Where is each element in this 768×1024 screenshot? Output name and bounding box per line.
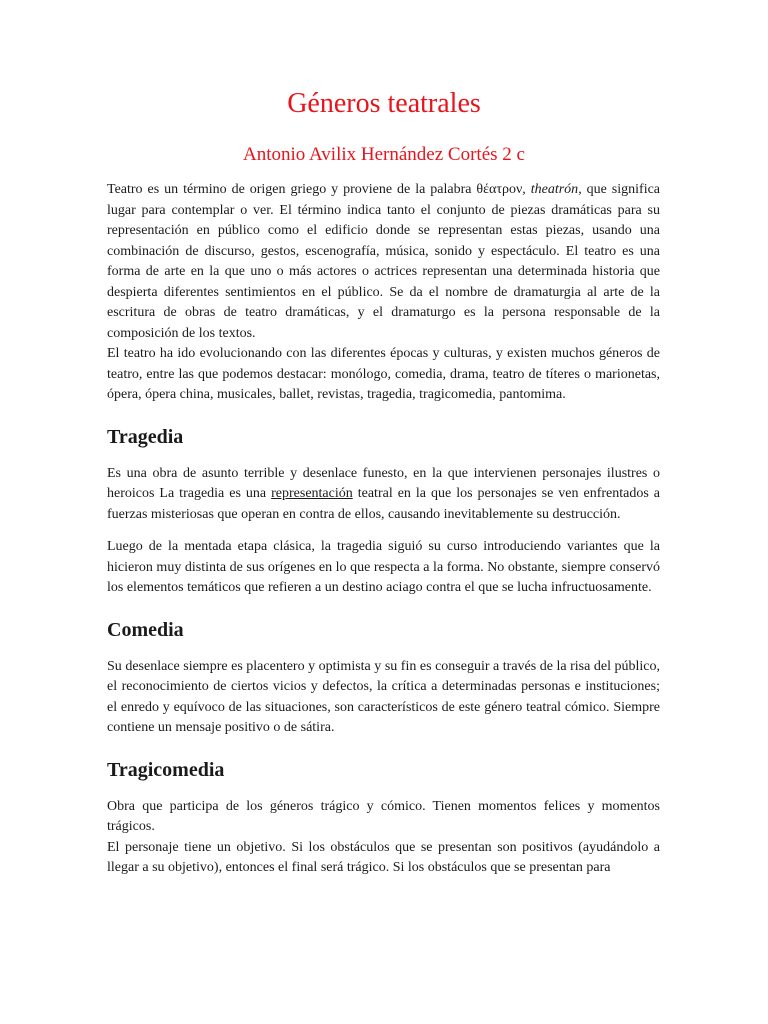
tragicomedia-paragraph-2: El personaje tiene un objetivo. Si los obstáculos que se presentan son positivos (ayudándolo a llegar a su objetivo), entonces el final será trágico. Si los obstáculos que se presentan para <box>107 839 660 875</box>
comedia-paragraph-1: Su desenlace siempre es placentero y optimista y su fin es conseguir a través de la risa del público, el reconocimiento de ciertos vicios y defectos, la crítica a determinadas personas e instituciones; el enredo y equívoco de las situaciones, son característicos de este género teatral cómico. Siempre contiene un mensaje positivo o de sátira. <box>107 658 660 735</box>
tragedia-text-start: Es una obra de asunto terrible y desenlace funesto, en la que intervienen personajes ilustres o heroicos La tragedia es una <box>107 465 660 501</box>
tragedia-paragraph-1 <box>107 464 660 526</box>
heading-comedia: Comedia <box>107 618 184 641</box>
heading-tragedia: Tragedia <box>107 425 184 448</box>
intro-text-start: Teatro es un término de origen griego y proviene de la palabra θέατρον, <box>107 182 531 197</box>
tragedia-text-rest: teatral en la que los personajes se ven enfrentados a fuerzas misteriosas que operan en contra de ellos, causando inevitablemente su destrucción. <box>107 486 661 522</box>
tragedia-paragraph-2: Luego de la mentada etapa clásica, la tragedia siguió su curso introduciendo variantes que la hicieron muy distinta de sus orígenes en lo que respecta a la forma. No obstante, siempre conservó los elementos temáticos que refieren a un destino aciago contra el que se lucha infructuosamente. <box>107 539 660 595</box>
theatron-italic: theatrón <box>530 182 579 197</box>
document-author: Antonio Avilix Hernández Cortés 2 c <box>243 144 525 165</box>
document-body <box>107 180 660 879</box>
representacion-link[interactable]: representación <box>271 486 353 501</box>
intro-paragraph-2: El teatro ha ido evolucionando con las diferentes épocas y culturas, y existen muchos géneros de teatro, entre las que podemos destacar: monólogo, comedia, drama, teatro de títeres o marionetas, ópera, ópera china, musicales, ballet, revistas, tragedia, tragicomedia, pantomima. <box>107 346 660 402</box>
intro-text-rest: , que significa lugar para contemplar o ver. El término indica tanto el conjunto de piezas dramáticas para su representación en público como el edificio donde se representan estas piezas, usando una combinación de discurso, gestos, escenografía, música, sonido y espectáculo. El teatro es una forma de arte en la que uno o más actores o actrices representan una determinada historia que despierta diferentes sentimientos en el público. Se da el nombre de dramaturgia al arte de la escritura de obras de teatro dramáticas, y el dramaturgo es la persona responsable de la composición de los textos. <box>107 182 661 341</box>
document-title: Géneros teatrales <box>287 88 481 119</box>
heading-tragicomedia: Tragicomedia <box>107 758 225 781</box>
tragicomedia-paragraph-1: Obra que participa de los géneros trágico y cómico. Tienen momentos felices y momentos trágicos. <box>107 798 660 834</box>
intro-paragraph-1 <box>107 180 660 344</box>
